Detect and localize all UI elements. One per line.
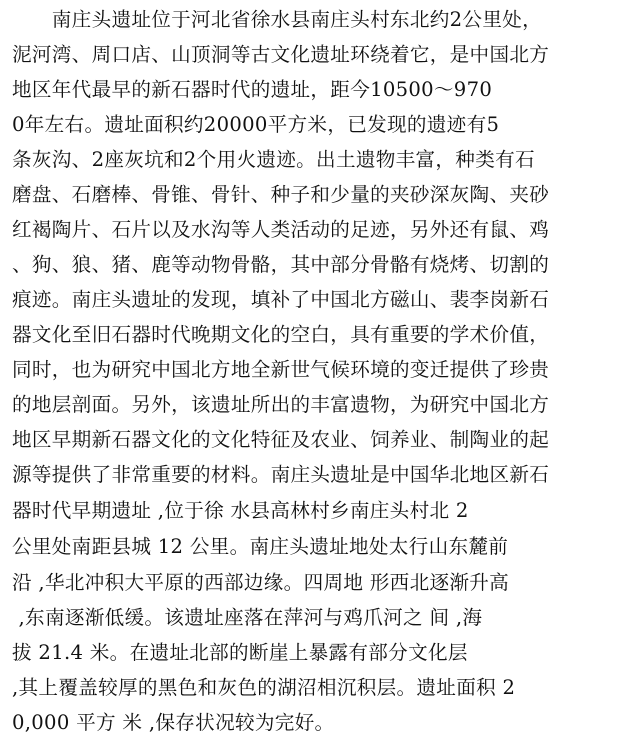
text-line: 地区早期新石器文化的文化特征及农业、饲养业、制陶业的起 bbox=[12, 428, 550, 451]
text-line: 0,000 平方 米 ,保存状况较为完好。 bbox=[12, 711, 335, 734]
text-line: 的地层剖面。另外，该遗址所出的丰富遗物，为研究中国北方 bbox=[12, 393, 550, 416]
text-line: 沿 ,华北冲积大平原的西部边缘。四周地 形西北逐渐升高 bbox=[12, 571, 510, 594]
text-line: 源等提供了非常重要的材料。南庄头遗址是中国华北地区新石 bbox=[12, 463, 550, 486]
text-line: 器时代早期遗址 ,位于徐 水县高林村乡南庄头村北 2 bbox=[12, 499, 469, 522]
text-line: 地区年代最早的新石器时代的遗址，距今10500～970 bbox=[12, 78, 493, 101]
text-line: 同时，也为研究中国北方地全新世气候环境的变迁提供了珍贵 bbox=[12, 358, 550, 381]
text-line: ,其上覆盖较厚的黑色和灰色的湖沼相沉积层。遗址面积 2 bbox=[12, 676, 516, 699]
text-line: 条灰沟、2座灰坑和2个用火遗迹。出土遗物丰富，种类有石 bbox=[12, 148, 535, 171]
text-line: 南庄头遗址位于河北省徐水县南庄头村东北约2公里处， bbox=[12, 8, 543, 31]
text-line: 磨盘、石磨棒、骨锥、骨针、种子和少量的夹砂深灰陶、夹砂 bbox=[12, 183, 550, 206]
text-line: 、狗、狼、猪、鹿等动物骨骼，其中部分骨骼有烧烤、切割的 bbox=[12, 253, 550, 276]
text-line: 痕迹。南庄头遗址的发现，填补了中国北方磁山、裴李岗新石 bbox=[12, 288, 550, 311]
text-line: 器文化至旧石器时代晚期文化的空白，具有重要的学术价值， bbox=[12, 323, 550, 346]
text-line: 拔 21.4 米。在遗址北部的断崖上暴露有部分文化层 bbox=[12, 641, 468, 664]
text-line: 红褐陶片、石片以及水沟等人类活动的足迹，另外还有鼠、鸡 bbox=[12, 218, 550, 241]
text-line: 0年左右。遗址面积约20000平方米，已发现的遗迹有5 bbox=[12, 113, 500, 136]
text-line: 泥河湾、周口店、山顶洞等古文化遗址环绕着它，是中国北方 bbox=[12, 43, 550, 66]
text-line: ,东南逐渐低缓。该遗址座落在萍河与鸡爪河之 间 ,海 bbox=[12, 606, 483, 629]
text-line: 公里处南距县城 12 公里。南庄头遗址地处太行山东麓前 bbox=[12, 535, 509, 558]
